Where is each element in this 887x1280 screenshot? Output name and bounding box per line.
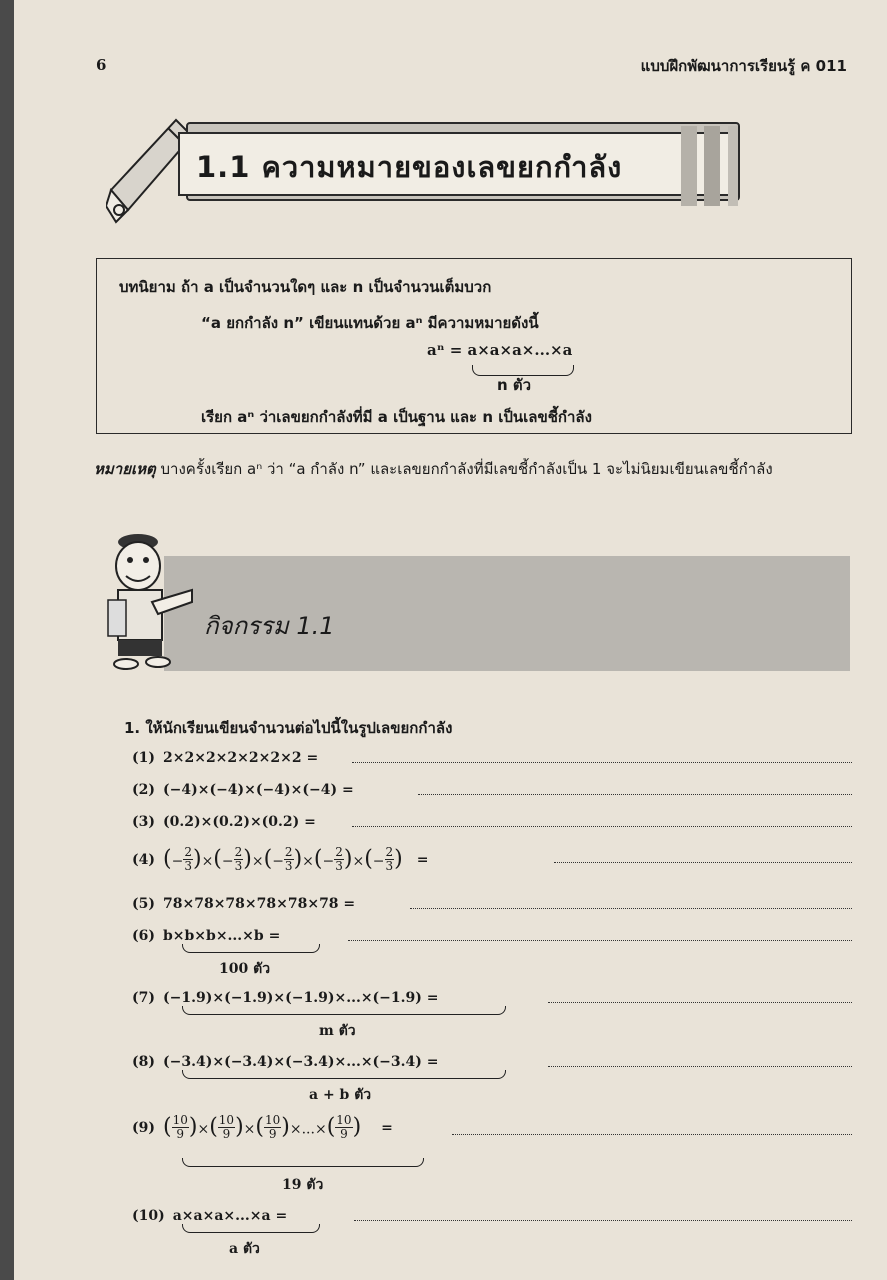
item-number: (7) <box>132 990 155 1006</box>
fraction: $\frac{2}{3}$ <box>335 845 343 873</box>
fraction: $\frac{2}{3}$ <box>385 845 394 873</box>
exercise-item <box>132 990 439 1006</box>
banner-stripe <box>728 126 738 206</box>
answer-line-3[interactable] <box>352 826 852 827</box>
section-banner <box>106 110 746 230</box>
fraction: $\frac{2}{3}$ <box>234 845 243 873</box>
item-equals: = <box>381 1119 393 1136</box>
item-number: (6) <box>132 928 155 944</box>
teacher-cartoon-icon <box>100 530 196 672</box>
underbrace <box>182 1070 506 1079</box>
fraction: $\frac{10}{9}$ <box>218 1113 235 1141</box>
item-number: (1) <box>132 750 155 766</box>
item-number: (8) <box>132 1054 155 1070</box>
item-number: (5) <box>132 896 155 912</box>
underbrace <box>182 1158 424 1167</box>
brace-label: a + b ตัว <box>309 1087 372 1103</box>
definition-line: “a ยกกำลัง n” เขียนแทนด้วย aⁿ มีความหมายดังนี้ <box>201 314 539 332</box>
underbrace <box>182 1224 320 1233</box>
answer-line-8[interactable] <box>548 1066 852 1067</box>
book-title: แบบฝึกพัฒนาการเรียนรู้ ค 011 <box>640 57 847 75</box>
brace-label: 100 ตัว <box>219 961 271 977</box>
exercise-item <box>132 1054 439 1070</box>
activity-title: กิจกรรม 1.1 <box>204 612 335 640</box>
exercise-item <box>132 814 316 830</box>
exercise-item <box>132 1114 393 1141</box>
definition-line: เรียก aⁿ ว่าเลขยกกำลังที่มี a เป็นฐาน และ n เป็นเลขชี้กำลัง <box>201 408 592 426</box>
item-number: (4) <box>132 851 155 868</box>
item-expression: 2×2×2×2×2×2×2 = <box>163 750 319 766</box>
formula-text: aⁿ = a×a×a×...×a <box>427 341 573 359</box>
definition-box <box>96 258 852 434</box>
banner-stripe <box>681 126 697 206</box>
activity-banner <box>164 556 850 671</box>
note <box>94 454 854 484</box>
banner-stripe <box>704 126 720 206</box>
exercise-item <box>132 928 280 944</box>
fraction: $\frac{10}{9}$ <box>265 1113 281 1141</box>
definition-formula <box>427 341 572 359</box>
brace-label: m ตัว <box>319 1023 356 1039</box>
item-expression: a×a×a×...×a = <box>172 1208 288 1224</box>
note-text: บางครั้งเรียก aⁿ ว่า “a กำลัง n” และเลขยกกำลังที่มีเลขชี้กำลังเป็น 1 จะไม่นิยมเขียนเลขชี้กำลัง <box>155 460 773 478</box>
brace-label: a ตัว <box>229 1241 260 1257</box>
answer-line-10[interactable] <box>354 1220 852 1221</box>
fraction: $\frac{2}{3}$ <box>184 845 192 873</box>
question-1: 1. ให้นักเรียนเขียนจำนวนต่อไปนี้ในรูปเลขยกกำลัง <box>124 719 453 737</box>
item-expression: 78×78×78×78×78×78 = <box>163 896 356 912</box>
fraction: $\frac{10}{9}$ <box>336 1113 352 1141</box>
formula-label: n ตัว <box>497 376 532 394</box>
answer-line-9[interactable] <box>452 1134 852 1135</box>
item-expression: (0.2)×(0.2)×(0.2) = <box>163 814 316 830</box>
fraction: $\frac{10}{9}$ <box>172 1113 188 1141</box>
definition-line: บทนิยาม ถ้า a เป็นจำนวนใดๆ และ n เป็นจำนวนเต็มบวก <box>119 278 492 296</box>
item-equals: = <box>416 851 429 868</box>
exercise-item <box>132 750 318 766</box>
exercise-item <box>132 846 428 873</box>
item-number: (3) <box>132 814 155 830</box>
section-title: 1.1 ความหมายของเลขยกกำลัง <box>196 150 623 184</box>
item-expression: (−4)×(−4)×(−4)×(−4) = <box>163 782 354 798</box>
answer-line-6[interactable] <box>348 940 852 941</box>
answer-line-5[interactable] <box>410 908 852 909</box>
item-number: (2) <box>132 782 155 798</box>
exercise-item <box>132 782 354 798</box>
fraction: $\frac{2}{3}$ <box>284 845 293 873</box>
brace-label: 19 ตัว <box>282 1177 324 1193</box>
workbook-page <box>14 0 887 1280</box>
answer-line-1[interactable] <box>352 762 852 763</box>
answer-line-4[interactable] <box>554 862 852 863</box>
note-label: หมายเหตุ <box>94 460 156 478</box>
item-expression: b×b×b×...×b = <box>163 928 281 944</box>
underbrace <box>182 944 320 953</box>
item-expression: (−1.9)×(−1.9)×(−1.9)×...×(−1.9) = <box>163 990 439 1006</box>
item-expression: (− $\frac{2}{3}$ )×(− $\frac{2}{3}$ )×(− $\frac{2}{3}$ )×(− $\frac{2}{3}$ )×(− $\frac{2}{3}$ ) <box>163 845 403 873</box>
answer-line-7[interactable] <box>548 1002 852 1003</box>
page-number: 6 <box>96 56 107 74</box>
item-expression: ( $\frac{10}{9}$ )×( $\frac{10}{9}$ )×( $\frac{10}{9}$ )×...×( $\frac{10}{9}$ ) <box>163 1113 362 1141</box>
exercise-item <box>132 1208 287 1224</box>
answer-line-2[interactable] <box>418 794 852 795</box>
page-header <box>96 54 847 78</box>
underbrace <box>182 1006 506 1015</box>
item-expression: (−3.4)×(−3.4)×(−3.4)×...×(−3.4) = <box>163 1054 439 1070</box>
item-number: (9) <box>132 1119 155 1136</box>
item-number: (10) <box>132 1208 165 1224</box>
exercise-item <box>132 896 355 912</box>
